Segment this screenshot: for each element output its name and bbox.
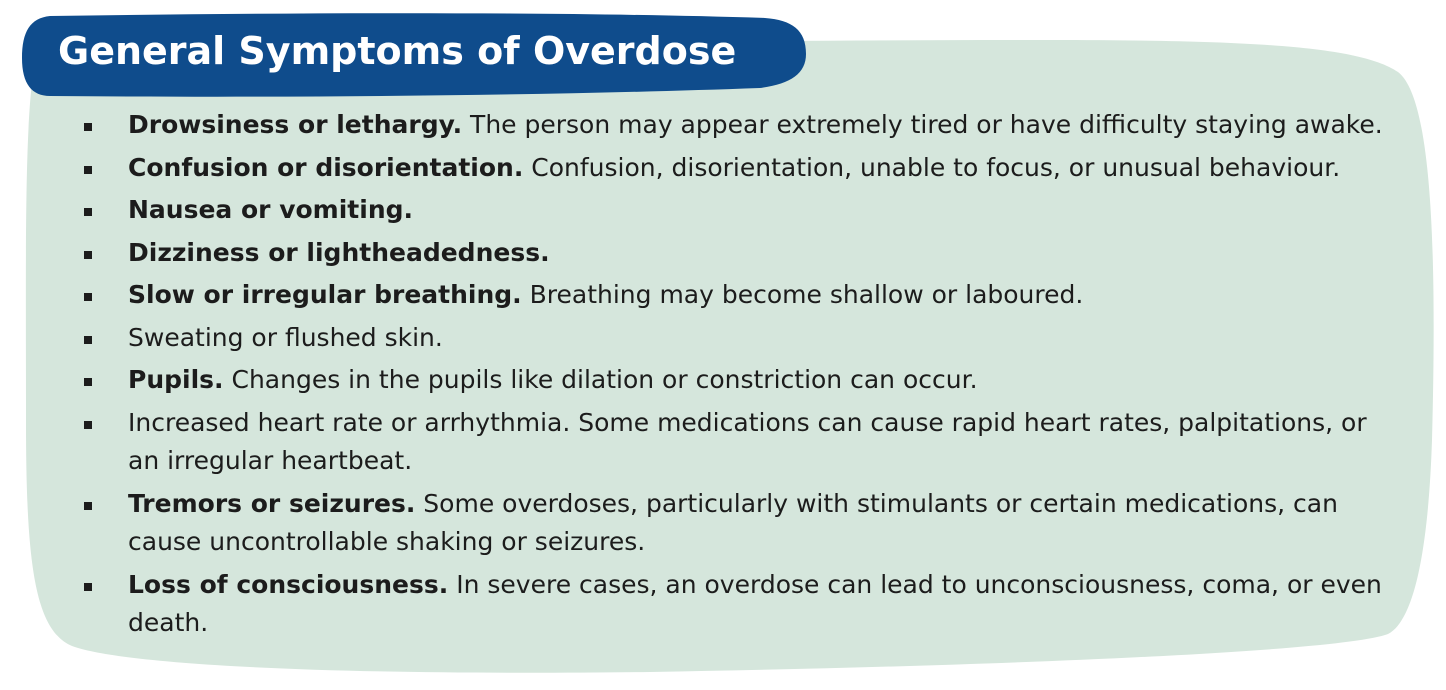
square-bullet-icon	[84, 421, 92, 429]
symptom-item	[80, 404, 1390, 481]
symptom-item	[80, 191, 1390, 230]
symptom-title: Drowsiness or lethargy.	[128, 110, 463, 139]
square-bullet-icon	[84, 293, 92, 301]
symptom-item	[80, 361, 1390, 400]
symptom-title: Tremors or seizures.	[128, 488, 416, 518]
symptom-description: Increased heart rate or arrhythmia. Some medications can cause rapid heart rates, palpitations, or an irregular heartbeat.	[128, 407, 1367, 475]
symptom-item	[80, 566, 1390, 643]
square-bullet-icon	[84, 251, 92, 259]
symptom-item	[80, 106, 1390, 145]
symptom-description: Confusion, disorientation, unable to focus, or unusual behaviour.	[523, 152, 1341, 182]
symptom-item	[80, 276, 1390, 315]
symptom-title: Slow or irregular breathing.	[128, 280, 522, 309]
square-bullet-icon	[84, 502, 92, 510]
square-bullet-icon	[84, 583, 92, 591]
symptom-description: Changes in the pupils like dilation or constriction can occur.	[223, 365, 978, 394]
symptom-description: Sweating or flushed skin.	[128, 322, 443, 352]
symptom-list	[80, 106, 1390, 647]
symptom-description: In severe cases, an overdose can lead to unconsciousness, coma, or even death.	[128, 569, 1382, 637]
symptom-item	[80, 485, 1390, 562]
symptom-title: Loss of consciousness.	[128, 569, 449, 599]
symptom-title: Nausea or vomiting.	[128, 195, 414, 224]
symptom-description: Breathing may become shallow or laboured.	[521, 280, 1084, 309]
symptom-description: The person may appear extremely tired or have difficulty staying awake.	[462, 110, 1383, 139]
symptom-description: Some overdoses, particularly with stimulants or certain medications, can cause uncontrollable shaking or seizures.	[128, 488, 1338, 556]
symptom-title: Confusion or disorientation.	[128, 152, 524, 182]
square-bullet-icon	[84, 166, 92, 174]
square-bullet-icon	[84, 336, 92, 344]
symptom-item	[80, 234, 1390, 273]
page-title: General Symptoms of Overdose	[58, 29, 737, 73]
symptom-item	[80, 149, 1390, 188]
square-bullet-icon	[84, 378, 92, 386]
symptom-title: Dizziness or lightheadedness.	[128, 237, 550, 267]
square-bullet-icon	[84, 208, 92, 216]
symptom-title: Pupils.	[128, 365, 224, 394]
symptom-item	[80, 319, 1390, 358]
square-bullet-icon	[84, 123, 92, 131]
